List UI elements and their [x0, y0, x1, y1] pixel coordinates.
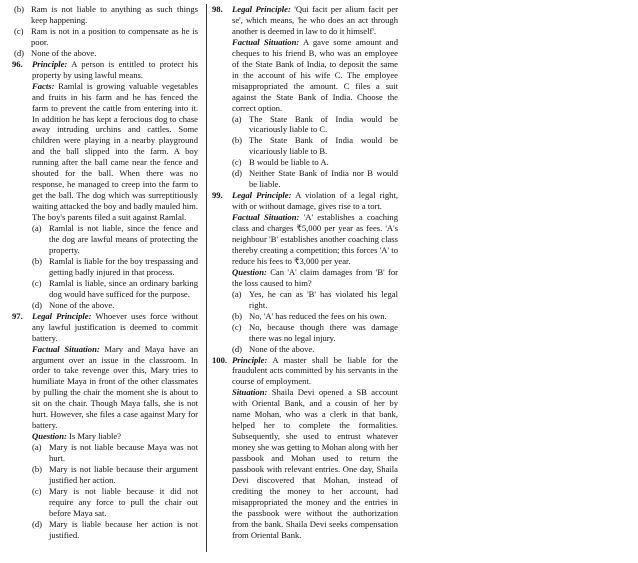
situation: [32, 344, 198, 432]
question-97: [14, 311, 198, 541]
question-label: Question:: [32, 431, 67, 442]
option-text: Yes, he can as 'B' has violated his legal right.: [249, 288, 398, 310]
principle: [232, 355, 398, 388]
question: [232, 267, 398, 289]
option-c: [14, 26, 198, 48]
question-100: [214, 355, 398, 541]
option-letter: (b): [232, 135, 243, 146]
option-letter: (c): [32, 277, 42, 288]
option-a: [32, 223, 198, 256]
option-c: [32, 278, 198, 300]
situation-text: Mary and Maya have an argument over an issue in the classroom. In order to take revenge over this, Mary tries to humiliate Maya in front of the other classmates by pulling the chair the moment she is about to sit on the chair. Though Maya falls, she is not hurt. However, she files a case against Mary for battery.: [32, 343, 198, 431]
principle-label: Legal Principle:: [32, 310, 92, 321]
facts-label: Facts:: [32, 80, 55, 91]
question-number: 99.: [212, 190, 223, 201]
option-letter: (b): [32, 255, 43, 266]
situation-label: Factual Situation:: [32, 343, 100, 354]
option-d: [32, 519, 198, 541]
option-letter: (a): [232, 113, 242, 124]
situation-label: Factual Situation:: [232, 36, 300, 47]
option-text: The State Bank of India would be vicariously liable to C.: [249, 113, 398, 135]
situation-text: Shaila Devi opened a SB account with Oriental Bank, and a cousin of her by name Mohan, who was a clerk in that bank, helped her to complete the formalities. Subsequently, she used to entrust whatever money she was getting to Mohan along with her passbook and Mohan used to return the passbook with relevant entries. One day, Shaila Devi discovered that Mohan, instead of crediting the money to her account, had misappropriated the money and the entries in the passbook were without the authorization from the bank. Shaila Devi seeks compensation from Oriental Bank.: [232, 387, 398, 540]
option-c: [32, 486, 198, 519]
option-a: [232, 289, 398, 311]
option-letter: (d): [14, 47, 25, 58]
option-text: B would be liable to A.: [249, 157, 329, 168]
option-letter: (c): [32, 485, 42, 496]
question-99: [214, 190, 398, 354]
principle-text: A master shall be liable for the fraudulent acts committed by his servants in the course of employment.: [232, 354, 398, 387]
option-d: [14, 48, 198, 59]
situation-text: A gave some amount and cheques to his friend B, who was an employee of the State Bank of India, to deposit the same in the account of his wife C. The employee misappropriated the amount. C files a suit against the State Bank of India. Choose the correct option.: [232, 36, 398, 113]
option-text: Mary is liable because her action is not justified.: [49, 518, 198, 540]
question-label: Question:: [232, 266, 267, 277]
option-letter: (a): [32, 223, 42, 234]
question-number: 97.: [12, 310, 23, 321]
option-b: [32, 464, 198, 486]
option-text: The State Bank of India would be vicariously liable to B.: [249, 135, 398, 157]
right-column: [214, 4, 398, 541]
option-text: None of the above.: [31, 47, 97, 58]
principle-text: A person is entitled to protect his property by using lawful means.: [32, 58, 198, 80]
option-letter: (b): [232, 310, 243, 321]
option-letter: (d): [32, 299, 43, 310]
question: [32, 431, 198, 442]
situation: [232, 212, 398, 267]
situation: [232, 387, 398, 540]
option-letter: (d): [32, 518, 43, 529]
option-d: [32, 300, 198, 311]
option-text: No, because though there was damage there was no legal injury.: [249, 321, 398, 343]
left-column: [14, 4, 198, 541]
question-number: 98.: [212, 4, 223, 14]
facts-text: Ramlal is growing valuable vegetables and fruits in his farm and he has fenced the farm to prevent the cattle from entering into it. In addition he has kept a ferocious dog to chase away intruding urchins and cattles. Some children were playing in a nearby playground and the ball slipped into the farm. A boy running after the ball came near the fence and shouted for the ball. When there was no response, he managed to creep into the farm to get the ball. The dog which was surreptitiously waiting attacked the boy and badly mauled him. The boy's parents filed a suit against Ramlal.: [32, 80, 198, 223]
column-divider: [206, 4, 207, 552]
option-b: [232, 135, 398, 157]
principle: [32, 59, 198, 81]
question-text: Can 'A' claim damages from 'B' for the loss caused to him?: [232, 266, 398, 288]
question-number: 100.: [212, 354, 228, 365]
option-text: Ramlal is liable, since an ordinary barking dog would have sufficed for the purpose.: [49, 277, 198, 299]
question-96: [14, 59, 198, 311]
principle-label: Legal Principle:: [232, 4, 291, 14]
principle-label: Principle:: [32, 58, 68, 69]
principle: [32, 311, 198, 344]
situation: [232, 37, 398, 114]
principle: [232, 190, 398, 212]
question-number: 96.: [12, 58, 23, 69]
option-text: None of the above.: [249, 343, 315, 354]
option-text: Ramlal is liable for the boy trespassing and getting badly injured in that process.: [49, 255, 198, 277]
option-text: Mary is not liable because their argument justified her action.: [49, 464, 198, 485]
option-d: [232, 168, 398, 190]
situation-label: Factual Situation:: [232, 212, 300, 223]
option-d: [232, 344, 398, 355]
option-text: Ramlal is not liable, since the fence and the dog are lawful means of protecting the property.: [49, 223, 198, 255]
option-text: None of the above.: [49, 299, 115, 310]
option-text: Mary is not liable because it did not require any force to pull the chair out before Maya sat.: [49, 485, 198, 518]
option-text: Ram is not liable to anything as such things keep happening.: [31, 4, 198, 25]
option-text: Neither State Bank of India nor B would be liable.: [249, 168, 398, 190]
principle-text: Whoever uses force without any lawful justification is deemed to commit battery.: [32, 310, 198, 343]
option-letter: (c): [232, 321, 242, 332]
question-98: [214, 4, 398, 190]
option-b: [232, 311, 398, 322]
option-letter: (d): [232, 343, 243, 354]
option-c: [232, 157, 398, 168]
option-letter: (c): [14, 25, 24, 36]
option-letter: (c): [232, 157, 242, 168]
principle-label: Principle:: [232, 354, 268, 365]
question-text: Is Mary liable?: [69, 431, 122, 442]
option-a: [32, 442, 198, 464]
principle-text: A violation of a legal right, with or without damage, gives rise to a tort.: [232, 190, 398, 212]
option-b: [14, 4, 198, 26]
option-a: [232, 114, 398, 136]
principle: [232, 4, 398, 37]
option-letter: (a): [232, 288, 242, 299]
option-letter: (a): [32, 442, 42, 453]
option-text: Ram is not in a position to compensate as he is poor.: [31, 25, 198, 47]
option-letter: (b): [14, 4, 25, 14]
option-text: No, 'A' has reduced the fees on his own.: [249, 310, 387, 321]
facts: [32, 81, 198, 223]
option-letter: (b): [32, 464, 43, 475]
principle-text: 'Qui facit per alium facit per se', which means, 'he who does an act through another is deemed in law to do it himself'.: [232, 4, 398, 36]
option-text: Mary is not liable because Maya was not hurt.: [49, 442, 198, 464]
option-b: [32, 256, 198, 278]
option-c: [232, 322, 398, 344]
situation-label: Situation:: [232, 387, 268, 398]
option-letter: (d): [232, 168, 243, 179]
principle-label: Legal Principle:: [232, 190, 292, 201]
situation-text: 'A' establishes a coaching class and charges ₹5,000 per year as fees. 'A's neighbour 'B' establishes another coaching class thereby creating a competition; this forces 'A' to reduce his fees to ₹3,000 per year.: [232, 212, 398, 266]
